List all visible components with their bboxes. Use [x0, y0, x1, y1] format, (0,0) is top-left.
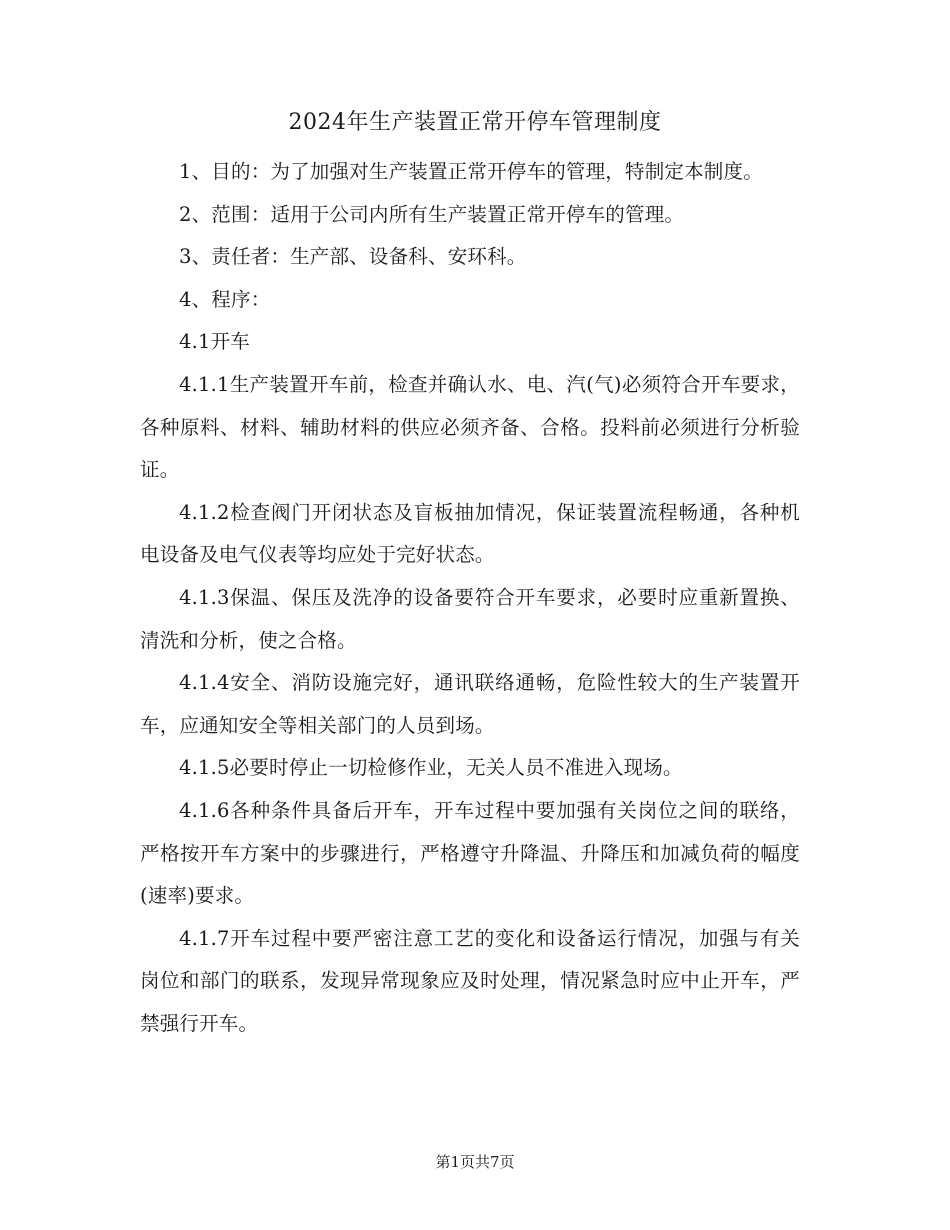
paragraph-purpose: 1、目的：为了加强对生产装置正常开停车的管理，特制定本制度。: [179, 160, 763, 183]
paragraph-4-1-3: 4.1.3保温、保压及洗净的设备要符合开车要求，必要时应重新置换、清洗和分析，使之合格。: [140, 585, 800, 652]
paragraph-procedure: 4、程序：: [179, 287, 271, 311]
paragraph-4-1-7: 4.1.7开车过程中要严密注意工艺的变化和设备运行情况，加强与有关岗位和部门的联系，发现异常现象应及时处理，情况紧急时应中止开车，严禁强行开车。: [140, 926, 800, 1035]
document-body: [140, 151, 800, 1045]
section-heading-startup: 4.1开车: [179, 330, 251, 354]
paragraph-4-1-5: 4.1.5必要时停止一切检修作业，无关人员不准进入现场。: [179, 756, 683, 780]
document-title: 2024年生产装置正常开停车管理制度: [288, 110, 662, 135]
paragraph-4-1-4: 4.1.4安全、消防设施完好，通讯联络通畅，危险性较大的生产装置开车，应通知安全等相关部门的人员到场。: [140, 671, 800, 737]
page-number-footer: 第1页共7页: [435, 1153, 515, 1171]
paragraph-4-1-6: 4.1.6各种条件具备后开车，开车过程中要加强有关岗位之间的联络，严格按开车方案中的步骤进行，严格遵守升降温、升降压和加减负荷的幅度(速率)要求。: [140, 798, 800, 908]
paragraph-4-1-1: 4.1.1生产装置开车前，检查并确认水、电、汽(气)必须符合开车要求，各种原料、材料、辅助材料的供应必须齐备、合格。投料前必须进行分析验证。: [140, 372, 800, 482]
paragraph-responsible: 3、责任者：生产部、设备科、安环科。: [179, 245, 527, 269]
paragraph-scope: 2、范围：适用于公司内所有生产装置正常开停车的管理。: [179, 202, 685, 226]
paragraph-4-1-2: 4.1.2检查阀门开闭状态及盲板抽加情况，保证装置流程畅通，各种机电设备及电气仪表等均应处于完好状态。: [140, 500, 800, 567]
